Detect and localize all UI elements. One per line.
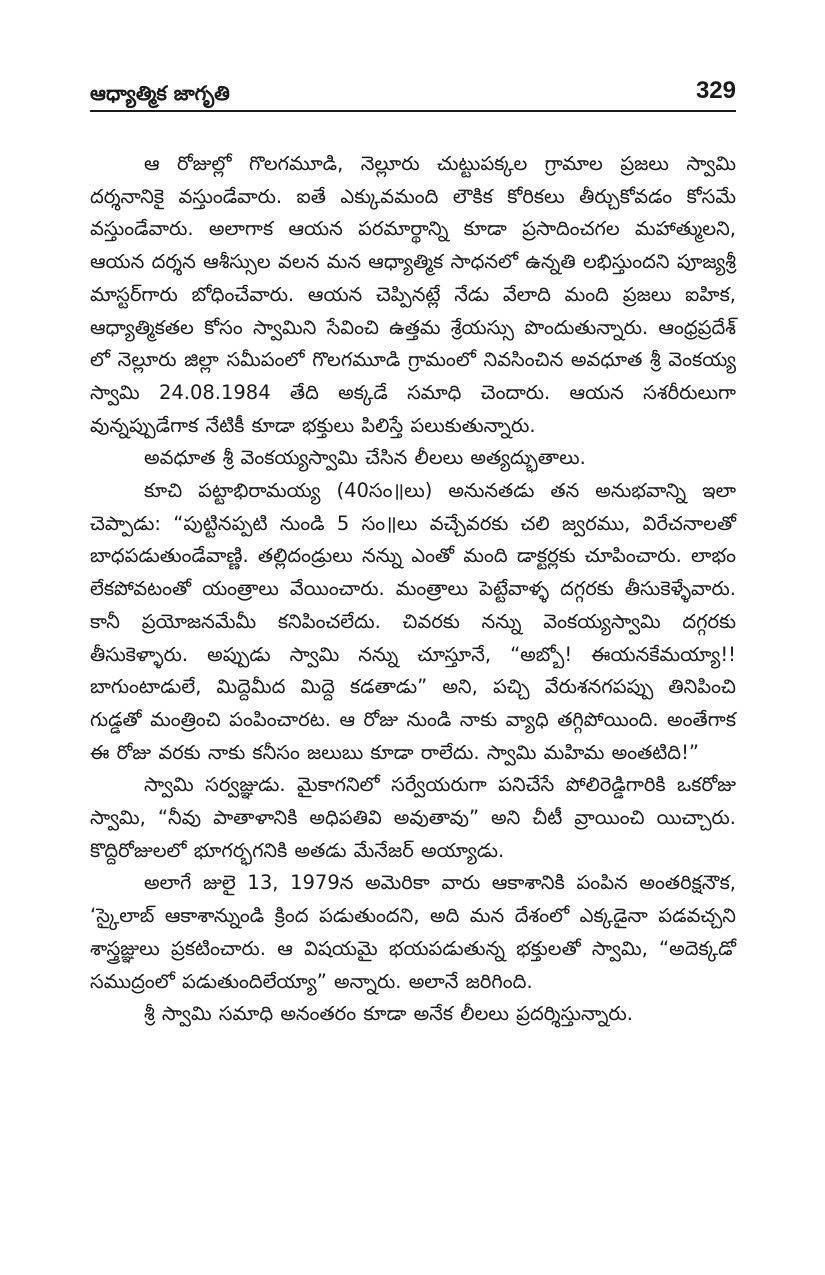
paragraph: అవధూత శ్రీ వెంకయ్యస్వామి చేసిన లీలలు అత్యద్భుతాలు.	[144, 446, 586, 470]
page-number: 329	[695, 77, 736, 104]
paragraph: కూచి పట్టాభిరామయ్య (40సం॥లు) అనునతడు తన అనుభవాన్ని ఇలా చెప్పాడు: “పుట్టినప్పటి నుండి 5 సం॥లు వచ్చేవరకు చలి జ్వరము, విరేచనాలతో బాధపడుతుండేవాణ్ణి. తల్లిదండ్రులు నన్ను ఎంతో మంది డాక్టర్లకు చూపించారు. లాభం లేకపోవటంతో యంత్రాలు వేయించారు. మంత్రాలు పెట్టేవాళ్ళ దగ్గరకు తీసుకెళ్ళేవారు. కానీ ప్రయోజనమేమీ కనిపించలేదు. చివరకు నన్ను వెంకయ్యస్వామి దగ్గరకు తీసుకెళ్ళారు. అప్పుడు స్వామి నన్ను చూస్తూనే, “అబ్బో! ఈయనకేమయ్యా!! బాగుంటాడులే, మిద్దెమీద మిద్దె కడతాడు” అని, పచ్చి వేరుశనగపప్పు తినిపించి గుడ్డతో మంత్రించి పంపించారట. ఆ రోజు నుండి నాకు వ్యాధి తగ్గిపోయింది. అంతేగాక ఈ రోజు వరకు నాకు కనీసం జలుబు కూడా రాలేదు. స్వామి మహిమ అంతటిది!”	[90, 479, 736, 764]
paragraph: శ్రీ స్వామి సమాధి అనంతరం కూడా అనేక లీలలు ప్రదర్శిస్తున్నారు.	[144, 1002, 633, 1026]
paragraph: అలాగే జులై 13, 1979న అమెరికా వారు ఆకాశానికి పంపిన అంతరిక్షనౌక, ‘స్కైలాబ్ ఆకాశాన్నుండి క్రింద పడుతుందని, అది మన దేశంలో ఎక్కడైనా పడవచ్చని శాస్త్రజ్ఞులు ప్రకటించారు. ఆ విషయమై భయపడుతున్న భక్తులతో స్వామి, “అదెక్కడో సముద్రంలో పడుతుందిలేయ్యా” అన్నారు. అలానే జరిగింది.	[90, 871, 736, 993]
paragraph: స్వామి సర్వజ్ఞుడు. మైకాగనిలో సర్వేయరుగా పనిచేసే పోలిరెడ్డిగారికి ఒకరోజు స్వామి, “నీవు పాతాళానికి అధిపతివి అవుతావు” అని చీటీ వ్రాయించి యిచ్చారు. కొద్దిరోజులలో భూగర్భగనికి అతడు మేనేజర్ అయ్యాడు.	[90, 773, 736, 862]
header-rule	[90, 110, 736, 112]
page-header	[90, 78, 736, 110]
body-text	[90, 148, 736, 1031]
running-title: ఆధ్యాత్మిక జాగృతి	[90, 81, 230, 105]
paragraph: ఆ రోజుల్లో గొలగమూడి, నెల్లూరు చుట్టుపక్కల గ్రామాల ప్రజలు స్వామి దర్శనానికై వస్తుండేవారు. ఐతే ఎక్కువమంది లౌకిక కోరికలు తీర్చుకోవడం కోసమే వస్తుండేవారు. అలాగాక ఆయన పరమార్థాన్ని కూడా ప్రసాదించగల మహాత్ములని, ఆయన దర్శన ఆశీస్సుల వలన మన ఆధ్యాత్మిక సాధనలో ఉన్నతి లభిస్తుందని పూజ్యశ్రీ మాస్టర్‌గారు బోధించేవారు. ఆయన చెప్పినట్లే నేడు వేలాది మంది ప్రజలు ఐహిక, ఆధ్యాత్మికతల కోసం స్వామిని సేవించి ఉత్తమ శ్రేయస్సు పొందుతున్నారు. ఆంధ్రప్రదేశ్ లో నెల్లూరు జిల్లా సమీపంలో గొలగమూడి గ్రామంలో నివసించిన అవధూత శ్రీ వెంకయ్య స్వామి 24.08.1984 తేది అక్కడే సమాధి చెందారు. ఆయన సశరీరులుగా వున్నప్పుడేగాక నేటికీ కూడా భక్తులు పిలిస్తే పలుకుతున్నారు.	[90, 152, 736, 437]
